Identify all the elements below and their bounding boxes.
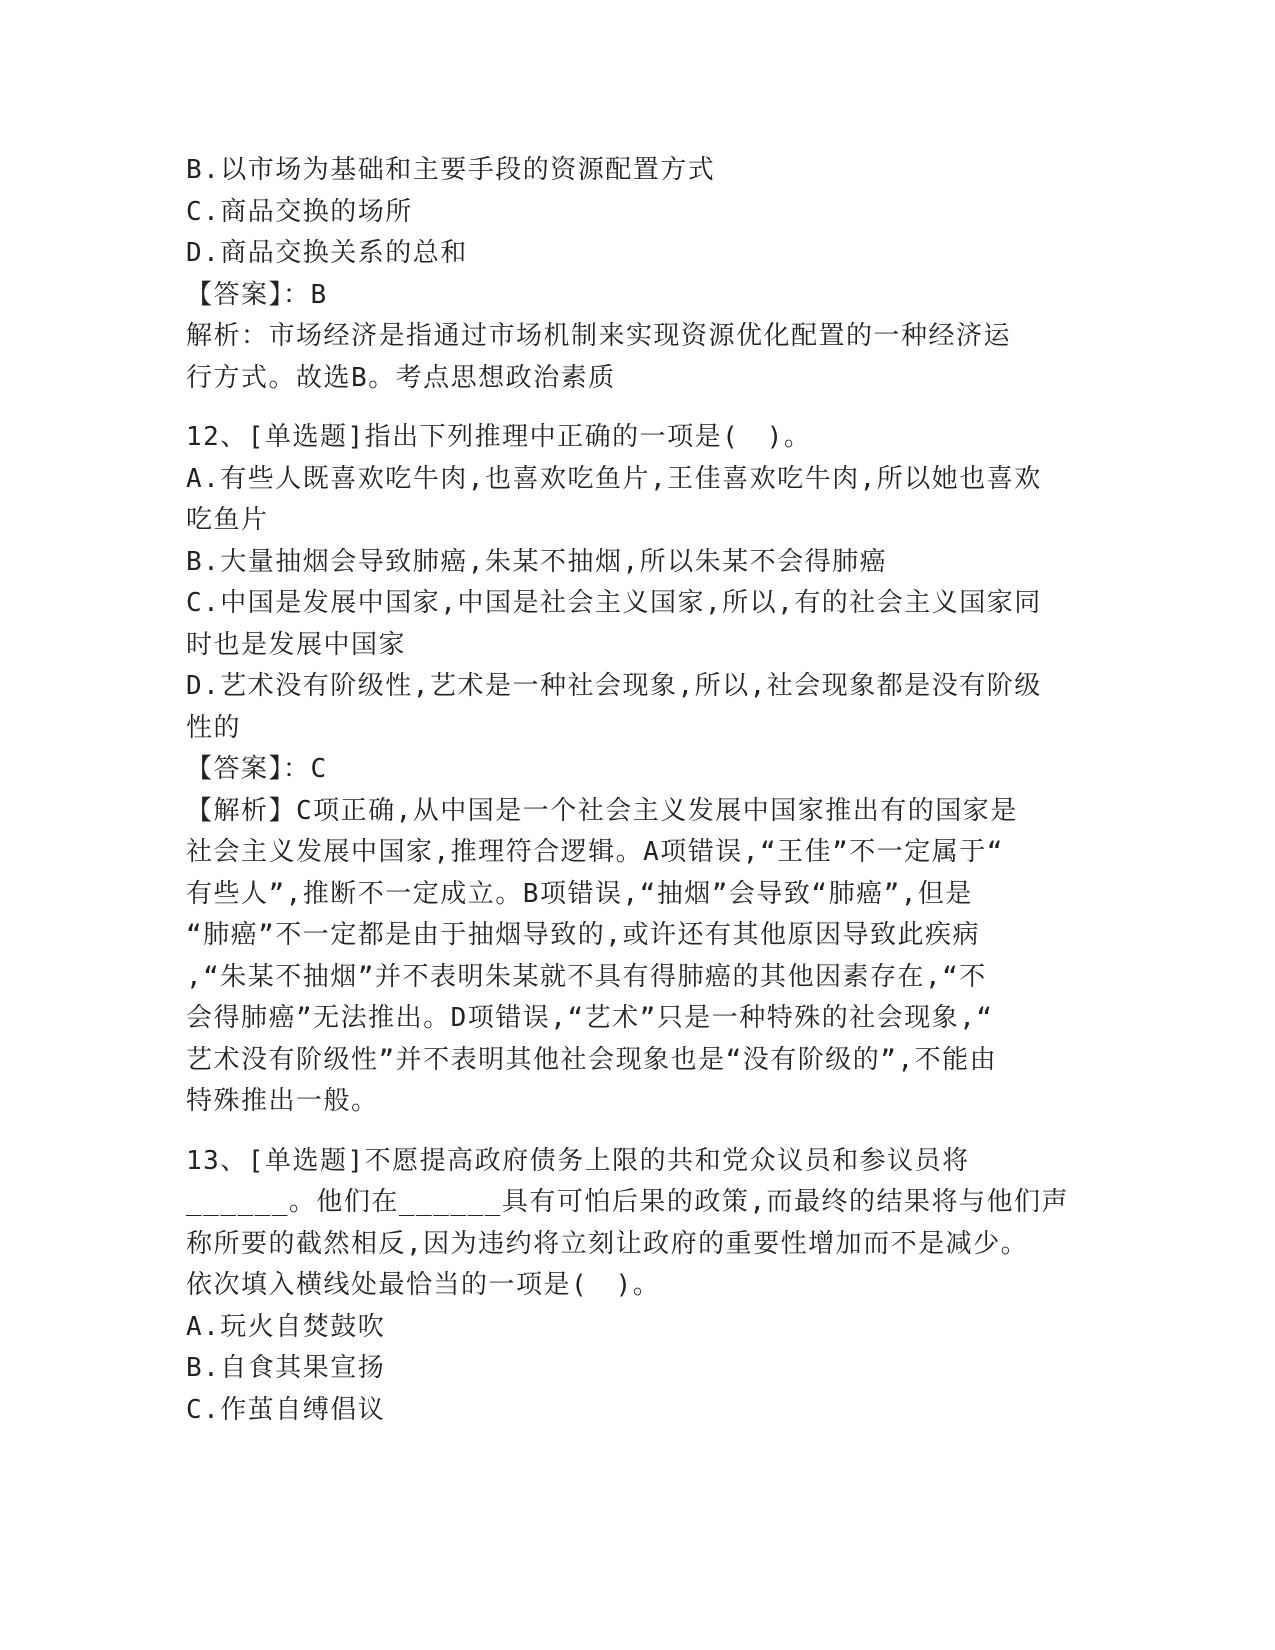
option-a: A.有些人既喜欢吃牛肉,也喜欢吃鱼片,王佳喜欢吃牛肉,所以她也喜欢 [186, 463, 1042, 494]
document-page [186, 150, 1069, 1431]
question-prompt: 依次填入横线处最恰当的一项是( )。 [186, 1270, 661, 1300]
option-c: C.作茧自缚倡议 [186, 1394, 386, 1425]
question-13 [186, 1141, 1069, 1432]
answer: 【答案】：B [186, 279, 328, 310]
option-d-cont: 性的 [186, 712, 242, 743]
question-12 [186, 417, 1066, 1123]
option-a-cont: 吃鱼片 [186, 505, 269, 535]
option-c: C.商品交换的场所 [186, 196, 413, 227]
question-stem-cont: ______。他们在______具有可怕后果的政策,而最终的结果将与他们声 [186, 1187, 1069, 1217]
question-stem-cont: 称所要的截然相反,因为违约将立刻让政府的重要性增加而不是减少。 [186, 1228, 1029, 1259]
question-stem: 13、[单选题]不愿提高政府债务上限的共和党众议员和参议员将 [186, 1145, 970, 1176]
question-stem: 12、[单选题]指出下列推理中正确的一项是( )。 [186, 422, 812, 452]
explanation-line: 有些人”,推断不一定成立。B项错误,“抽烟”会导致“肺癌”,但是 [186, 878, 973, 909]
option-d: D.商品交换关系的总和 [186, 238, 468, 268]
option-b: B.自食其果宣扬 [186, 1353, 386, 1383]
option-b: B.大量抽烟会导致肺癌,朱某不抽烟,所以朱某不会得肺癌 [186, 546, 888, 577]
explanation-line: 行方式。故选B。考点思想政治素质 [186, 362, 616, 393]
answer: 【答案】：C [186, 754, 328, 784]
option-c-cont: 时也是发展中国家 [186, 629, 407, 660]
option-a: A.玩火自焚鼓吹 [186, 1311, 386, 1342]
explanation-line: 社会主义发展中国家,推理符合逻辑。A项错误,“王佳”不一定属于“ [186, 837, 1004, 867]
explanation-line: 解析：市场经济是指通过市场机制来实现资源优化配置的一种经济运 [186, 321, 1012, 351]
explanation-line: “肺癌”不一定都是由于抽烟导致的,或许还有其他原因导致此疾病 [186, 920, 980, 950]
explanation-line: ,“朱某不抽烟”并不表明朱某就不具有得肺癌的其他因素存在,“不 [186, 961, 987, 992]
question-11-tail [186, 150, 1066, 399]
explanation-line: 艺术没有阶级性”并不表明其他社会现象也是“没有阶级的”,不能由 [186, 1044, 998, 1075]
option-d: D.艺术没有阶级性,艺术是一种社会现象,所以,社会现象都是没有阶级 [186, 671, 1042, 701]
option-b: B.以市场为基础和主要手段的资源配置方式 [186, 155, 716, 185]
explanation-line: 会得肺癌”无法推出。D项错误,“艺术”只是一种特殊的社会现象,“ [186, 1003, 994, 1033]
option-c: C.中国是发展中国家,中国是社会主义国家,所以,有的社会主义国家同 [186, 588, 1042, 618]
explanation-line: 【解析】C项正确,从中国是一个社会主义发展中国家推出有的国家是 [186, 795, 1018, 826]
explanation-line: 特殊推出一般。 [186, 1086, 379, 1116]
